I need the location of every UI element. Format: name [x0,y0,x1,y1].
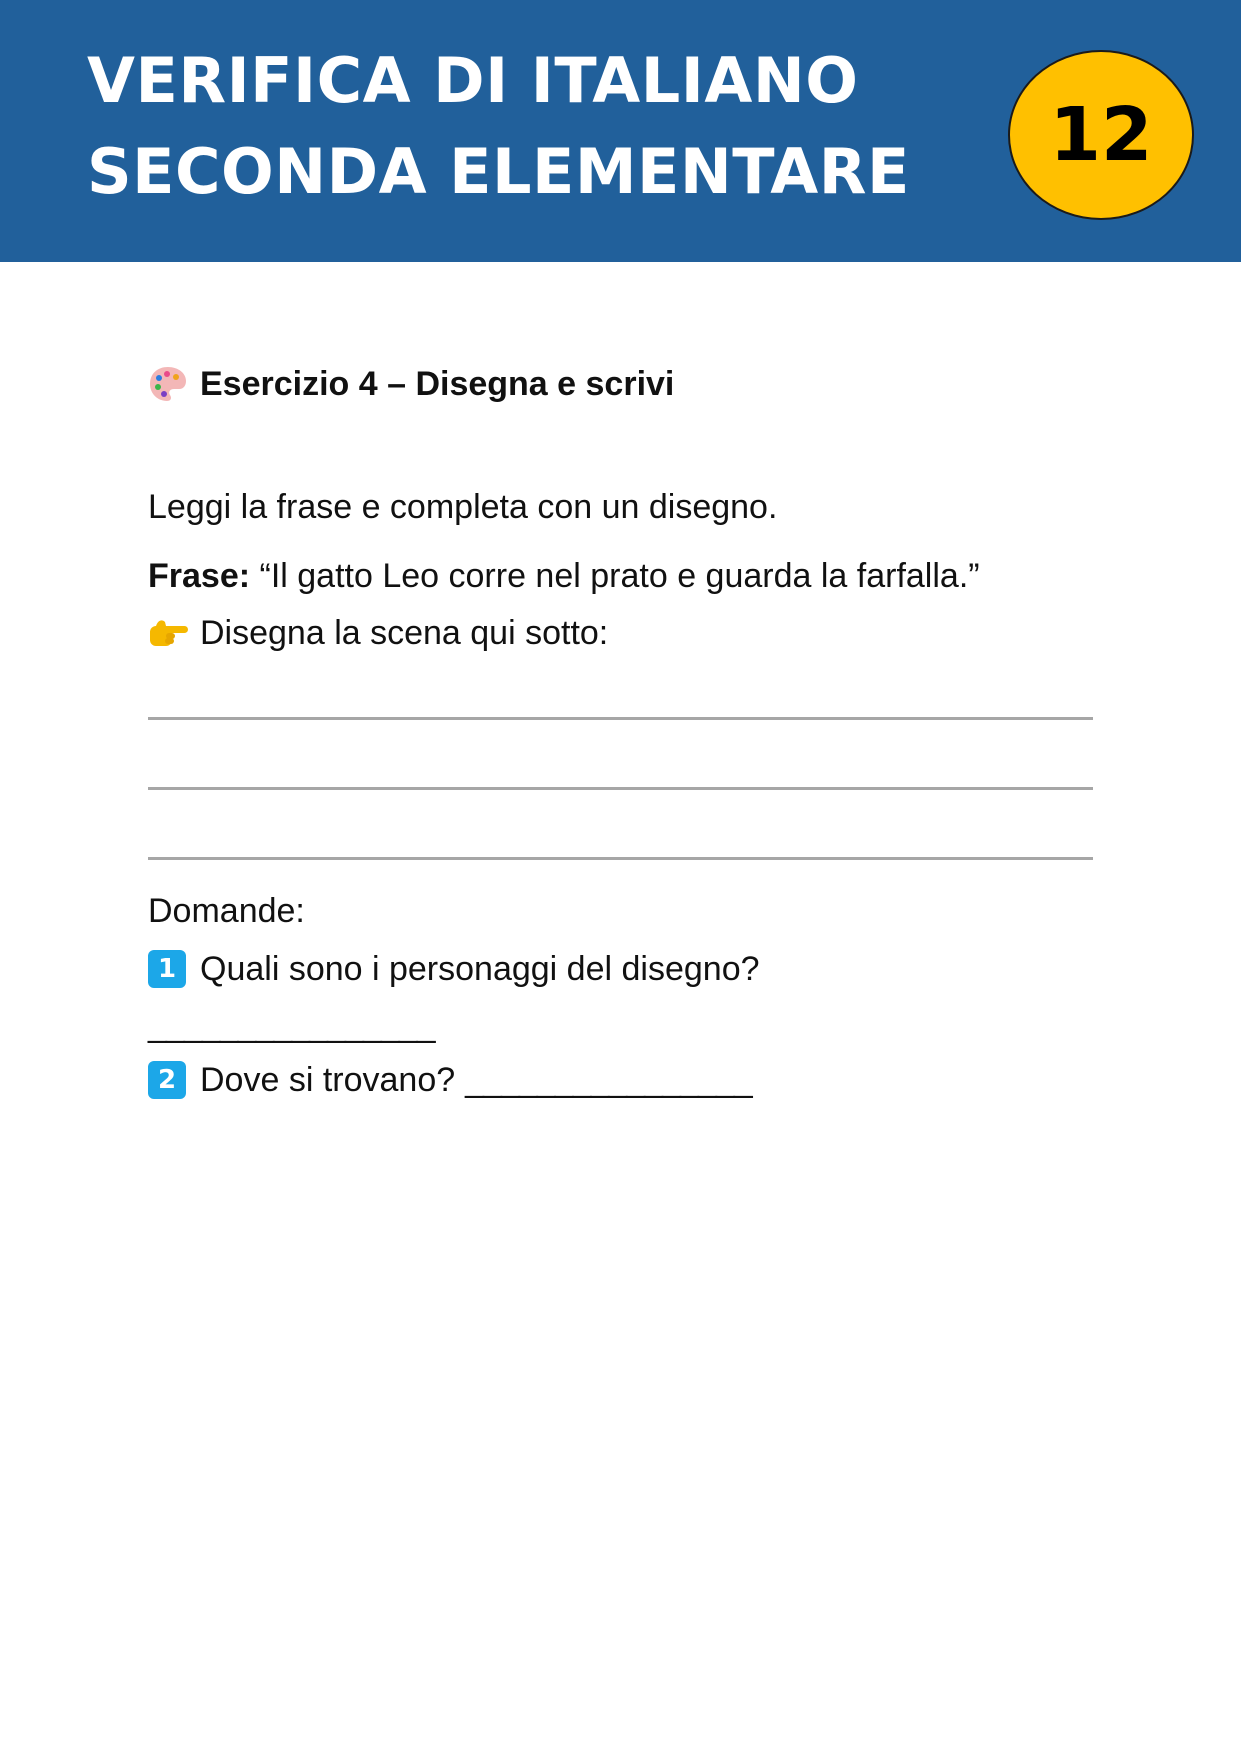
questions-heading: Domande: [148,892,305,930]
draw-prompt-text: Disegna la scena qui sotto: [200,614,609,652]
questions-heading-row [148,889,305,933]
question-2-number: 2 [148,1061,186,1099]
exercise-title: Esercizio 4 – Disegna e scrivi [200,365,675,403]
question-1-row [148,947,760,991]
palette-icon [148,362,200,406]
drawing-line-2[interactable] [148,787,1093,790]
test-number-badge [1008,50,1194,220]
sentence-row [148,554,980,598]
drawing-line-1[interactable] [148,717,1093,720]
question-1-answer-blank[interactable]: ________________ [148,1006,435,1044]
page-header [0,0,1241,262]
title-line-1: VERIFICA DI ITALIANO [87,44,859,117]
keycap-1-icon [148,947,200,991]
exercise-title-row [148,362,674,406]
sentence-label: Frase: [148,557,251,595]
draw-prompt-row [148,611,608,655]
question-2-row [148,1058,752,1102]
test-number: 12 [1049,92,1153,178]
question-1-text: Quali sono i personaggi del disegno? [200,950,760,988]
pointing-hand-icon [148,611,200,655]
title-line-2: SECONDA ELEMENTARE [87,135,910,208]
question-1-number: 1 [148,950,186,988]
keycap-2-icon [148,1058,200,1102]
drawing-line-3[interactable] [148,857,1093,860]
question-2-text: Dove si trovano? [200,1061,456,1099]
instruction-row [148,485,777,529]
sentence-text: “Il gatto Leo corre nel prato e guarda la farfalla.” [250,557,980,595]
instruction-text: Leggi la frase e completa con un disegno. [148,488,778,526]
question-2-answer-blank[interactable]: ________________ [465,1061,752,1099]
